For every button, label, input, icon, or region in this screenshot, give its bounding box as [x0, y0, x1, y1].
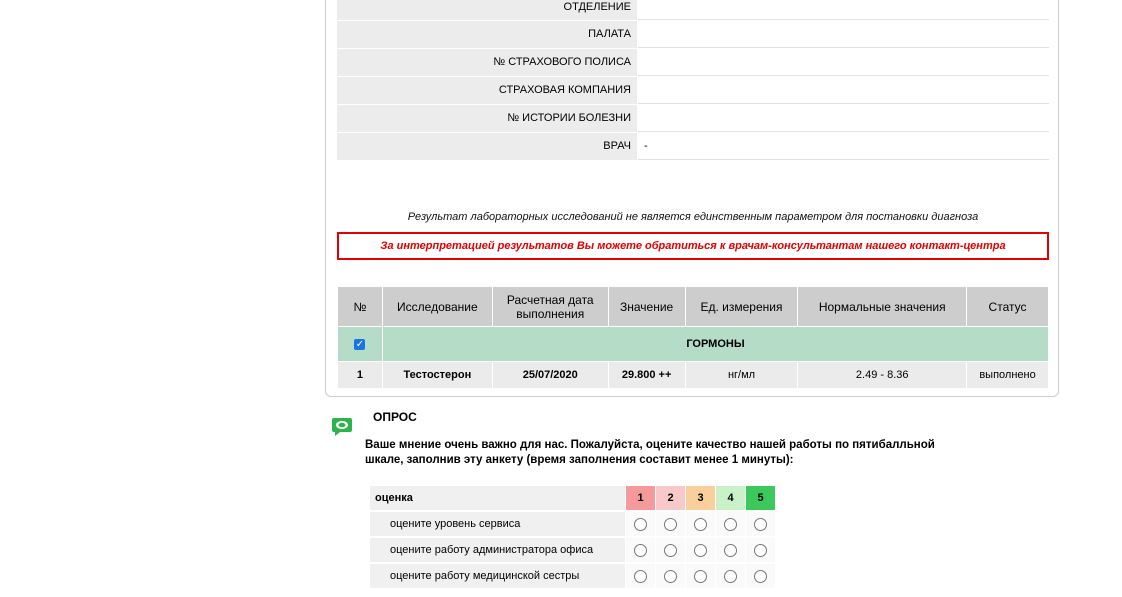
table-header-row [338, 287, 1049, 327]
col-header-date: Расчетная дата выполнения [492, 287, 608, 327]
col-header-value: Значение [608, 287, 685, 327]
table-row [338, 362, 1049, 389]
question-row [370, 538, 775, 562]
score-3: 3 [686, 486, 715, 510]
score-2: 2 [656, 486, 685, 510]
chat-bubble-icon [331, 415, 353, 437]
question-label: оцените работу медицинской сестры [370, 564, 625, 588]
question-label: оцените работу администратора офиса [370, 538, 625, 562]
cell-status: выполнено [967, 362, 1049, 389]
radio-q2-5[interactable] [754, 544, 767, 557]
cell-unit: нг/мл [685, 362, 798, 389]
info-row-history [337, 105, 1049, 133]
score-5: 5 [746, 486, 775, 510]
info-label: ОТДЕЛЕНИЕ [337, 0, 637, 20]
disclaimer-text: Результат лабораторных исследований не является единственным параметром для постановки диагноза [407, 211, 979, 223]
info-row-insurer [337, 77, 1049, 105]
rating-header-label: оценка [370, 486, 625, 510]
radio-q1-4[interactable] [724, 518, 737, 531]
results-table [337, 286, 1049, 389]
info-label: № СТРАХОВОГО ПОЛИСА [337, 49, 637, 76]
col-header-number: № [338, 287, 383, 327]
info-row-department [337, 0, 1049, 21]
cell-date: 25/07/2020 [492, 362, 608, 389]
info-row-doctor [337, 133, 1049, 161]
radio-q1-3[interactable] [694, 518, 707, 531]
radio-q1-2[interactable] [664, 518, 677, 531]
warning-banner: За интерпретацией результатов Вы можете обратиться к врачам-консультантам нашего контакт-центра [337, 232, 1049, 260]
info-label: № ИСТОРИИ БОЛЕЗНИ [337, 105, 637, 132]
radio-q3-3[interactable] [694, 570, 707, 583]
cell-number: 1 [338, 362, 383, 389]
radio-q2-1[interactable] [634, 544, 647, 557]
info-label: ВРАЧ [337, 133, 637, 160]
radio-q3-5[interactable] [754, 570, 767, 583]
patient-info [337, 0, 1049, 161]
cell-value: 29.800 ++ [608, 362, 685, 389]
info-row-ward [337, 21, 1049, 49]
info-value [638, 21, 1049, 48]
col-header-test: Исследование [382, 287, 492, 327]
info-value: - [638, 133, 1049, 160]
group-checkbox[interactable]: ✓ [355, 339, 365, 351]
col-header-unit: Ед. измерения [685, 287, 798, 327]
info-value [638, 77, 1049, 104]
question-label: оцените уровень сервиса [370, 512, 625, 536]
info-row-policy [337, 49, 1049, 77]
survey-intro: Ваше мнение очень важно для нас. Пожалуйста, оцените качество нашей работы по пятибалльной шкале, заполнив эту анкету (время заполнения составит менее 1 минуты): [365, 439, 935, 466]
cell-test: Тестостерон [382, 362, 492, 389]
radio-q1-5[interactable] [754, 518, 767, 531]
radio-q2-2[interactable] [664, 544, 677, 557]
radio-q1-1[interactable] [634, 518, 647, 531]
info-value [638, 0, 1049, 20]
question-row [370, 564, 775, 588]
rating-header-row [370, 486, 775, 510]
radio-q3-4[interactable] [724, 570, 737, 583]
radio-q2-3[interactable] [694, 544, 707, 557]
info-label: СТРАХОВАЯ КОМПАНИЯ [337, 77, 637, 104]
col-header-status: Статус [967, 287, 1049, 327]
info-label: ПАЛАТА [337, 21, 637, 48]
radio-q2-4[interactable] [724, 544, 737, 557]
rating-table [369, 484, 776, 590]
score-1: 1 [626, 486, 655, 510]
col-header-normal: Нормальные значения [798, 287, 967, 327]
group-row [338, 327, 1049, 362]
radio-q3-1[interactable] [634, 570, 647, 583]
radio-q3-2[interactable] [664, 570, 677, 583]
info-value [638, 105, 1049, 132]
score-4: 4 [716, 486, 745, 510]
survey-title: ОПРОС [373, 410, 417, 424]
group-name: ГОРМОНЫ [382, 327, 1048, 362]
cell-normal: 2.49 - 8.36 [798, 362, 967, 389]
group-checkbox-cell [338, 327, 383, 362]
info-value [638, 49, 1049, 76]
question-row [370, 512, 775, 536]
